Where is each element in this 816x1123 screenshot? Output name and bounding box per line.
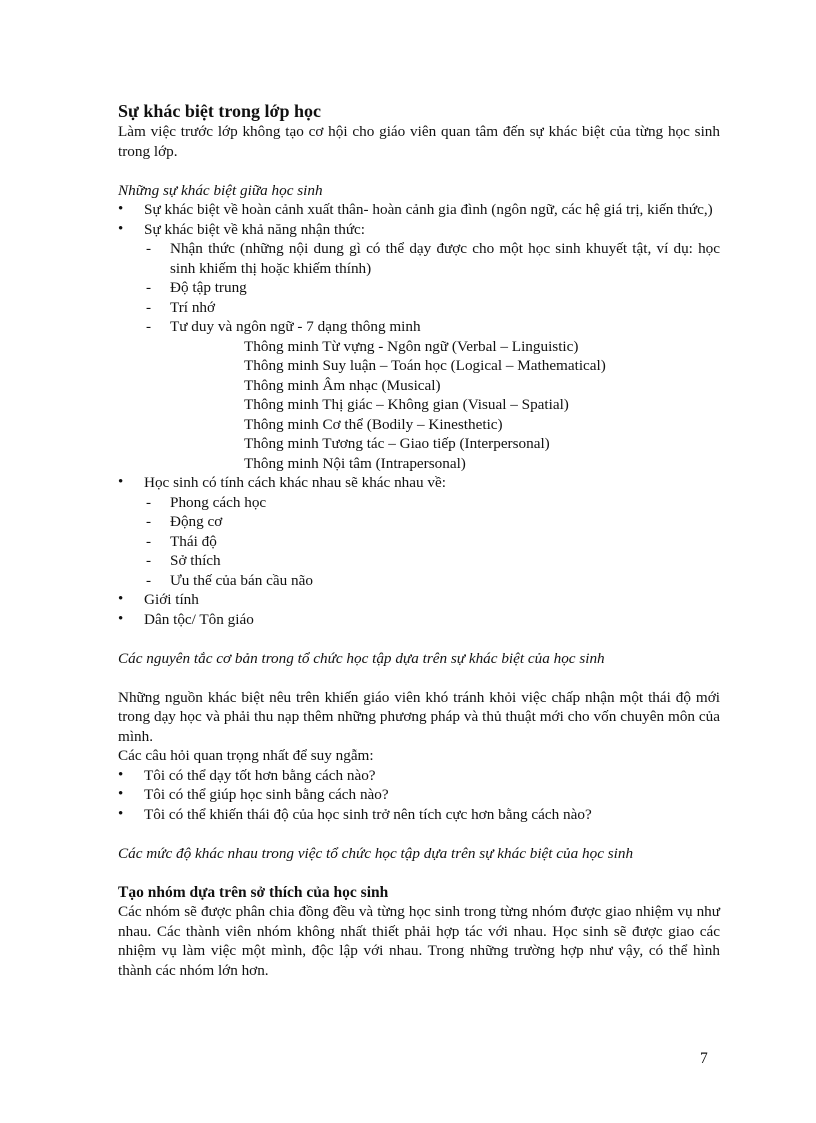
sublist-item: - Thái độ bbox=[146, 532, 720, 552]
questions-list bbox=[118, 766, 720, 825]
list-item: • Tôi có thể giúp học sinh bằng cách nào? bbox=[118, 785, 720, 805]
page-content bbox=[118, 100, 720, 980]
sublist-item: - Phong cách học bbox=[146, 493, 720, 513]
sublist-item: - Động cơ bbox=[146, 512, 720, 532]
section-heading-levels: Các mức độ khác nhau trong việc tổ chức học tập dựa trên sự khác biệt của học sinh bbox=[118, 844, 634, 862]
list-item bbox=[118, 473, 720, 590]
intelligence-item: Thông minh Nội tâm (Intrapersonal) bbox=[244, 454, 466, 472]
intelligence-item: Thông minh Cơ thể (Bodily – Kinesthetic) bbox=[244, 415, 503, 433]
list-item bbox=[118, 220, 720, 474]
sublist-item: - Nhận thức (những nội dung gì có thể dạy được cho một học sinh khuyết tật, ví dụ: học sinh khiếm thị hoặc khiếm thính) bbox=[146, 239, 720, 278]
sublist-item-label: Tư duy và ngôn ngữ - 7 dạng thông minh bbox=[170, 318, 421, 335]
list-item: • Tôi có thể dạy tốt hơn bằng cách nào? bbox=[118, 766, 720, 786]
page-title: Sự khác biệt trong lớp học bbox=[118, 101, 321, 121]
list-item-label: Sự khác biệt về khả năng nhận thức: bbox=[144, 220, 366, 238]
list-item-label: Học sinh có tính cách khác nhau sẽ khác nhau về: bbox=[144, 474, 446, 491]
intelligence-item: Thông minh Thị giác – Không gian (Visual – Spatial) bbox=[244, 396, 569, 413]
intelligence-item: Thông minh Tương tác – Giao tiếp (Interpersonal) bbox=[244, 435, 550, 452]
cognitive-sublist bbox=[144, 239, 720, 473]
intro-paragraph: Làm việc trước lớp không tạo cơ hội cho giáo viên quan tâm đến sự khác biệt của từng học sinh trong lớp. bbox=[118, 123, 720, 160]
sublist-item: - Ưu thế của bán cầu não bbox=[146, 571, 720, 591]
sublist-item: - Trí nhớ bbox=[146, 298, 720, 318]
subsection-paragraph: Các nhóm sẽ được phân chia đồng đều và từng học sinh trong từng nhóm được giao nhiệm vụ như nhau. Các thành viên nhóm không nhất thiết phải hợp tác với nhau. Học sinh sẽ được giao các nhiệm vụ làm việc một mình, độc lập với nhau. Trong những trường hợp như vậy, có thể hình thành các nhóm lớn hơn. bbox=[118, 903, 720, 979]
sublist-item: - Độ tập trung bbox=[146, 278, 720, 298]
intelligence-item: Thông minh Suy luận – Toán học (Logical – Mathematical) bbox=[244, 357, 606, 374]
differences-list bbox=[118, 200, 720, 629]
intelligence-item: Thông minh Từ vựng - Ngôn ngữ (Verbal – Linguistic) bbox=[244, 337, 579, 355]
list-item: • Giới tính bbox=[118, 590, 720, 610]
list-item: • Sự khác biệt về hoàn cảnh xuất thân- hoàn cảnh gia đình (ngôn ngữ, các hệ giá trị, kiến thức,) bbox=[118, 200, 720, 220]
sublist-item: - Sở thích bbox=[146, 551, 720, 571]
intelligences-list bbox=[170, 337, 720, 474]
page-number: 7 bbox=[700, 1050, 708, 1067]
list-item: • Dân tộc/ Tôn giáo bbox=[118, 610, 720, 630]
list-item: • Tôi có thể khiến thái độ của học sinh trở nên tích cực hơn bằng cách nào? bbox=[118, 805, 720, 825]
section-heading-principles: Các nguyên tắc cơ bản trong tổ chức học tập dựa trên sự khác biệt của học sinh bbox=[118, 649, 605, 667]
subsection-title: Tạo nhóm dựa trên sở thích của học sinh bbox=[118, 883, 389, 901]
personality-sublist bbox=[144, 493, 720, 591]
intelligence-item: Thông minh Âm nhạc (Musical) bbox=[244, 376, 441, 394]
principles-paragraph: Những nguồn khác biệt nêu trên khiến giáo viên khó tránh khỏi việc chấp nhận một thái độ mới trong dạy học và phải thu nạp thêm những phương pháp và thủ thuật mới cho vốn chuyên môn của mình. bbox=[118, 688, 720, 745]
sublist-item bbox=[146, 317, 720, 473]
questions-intro: Các câu hỏi quan trọng nhất để suy ngẫm: bbox=[118, 747, 374, 764]
section-heading-differences: Những sự khác biệt giữa học sinh bbox=[118, 181, 323, 199]
